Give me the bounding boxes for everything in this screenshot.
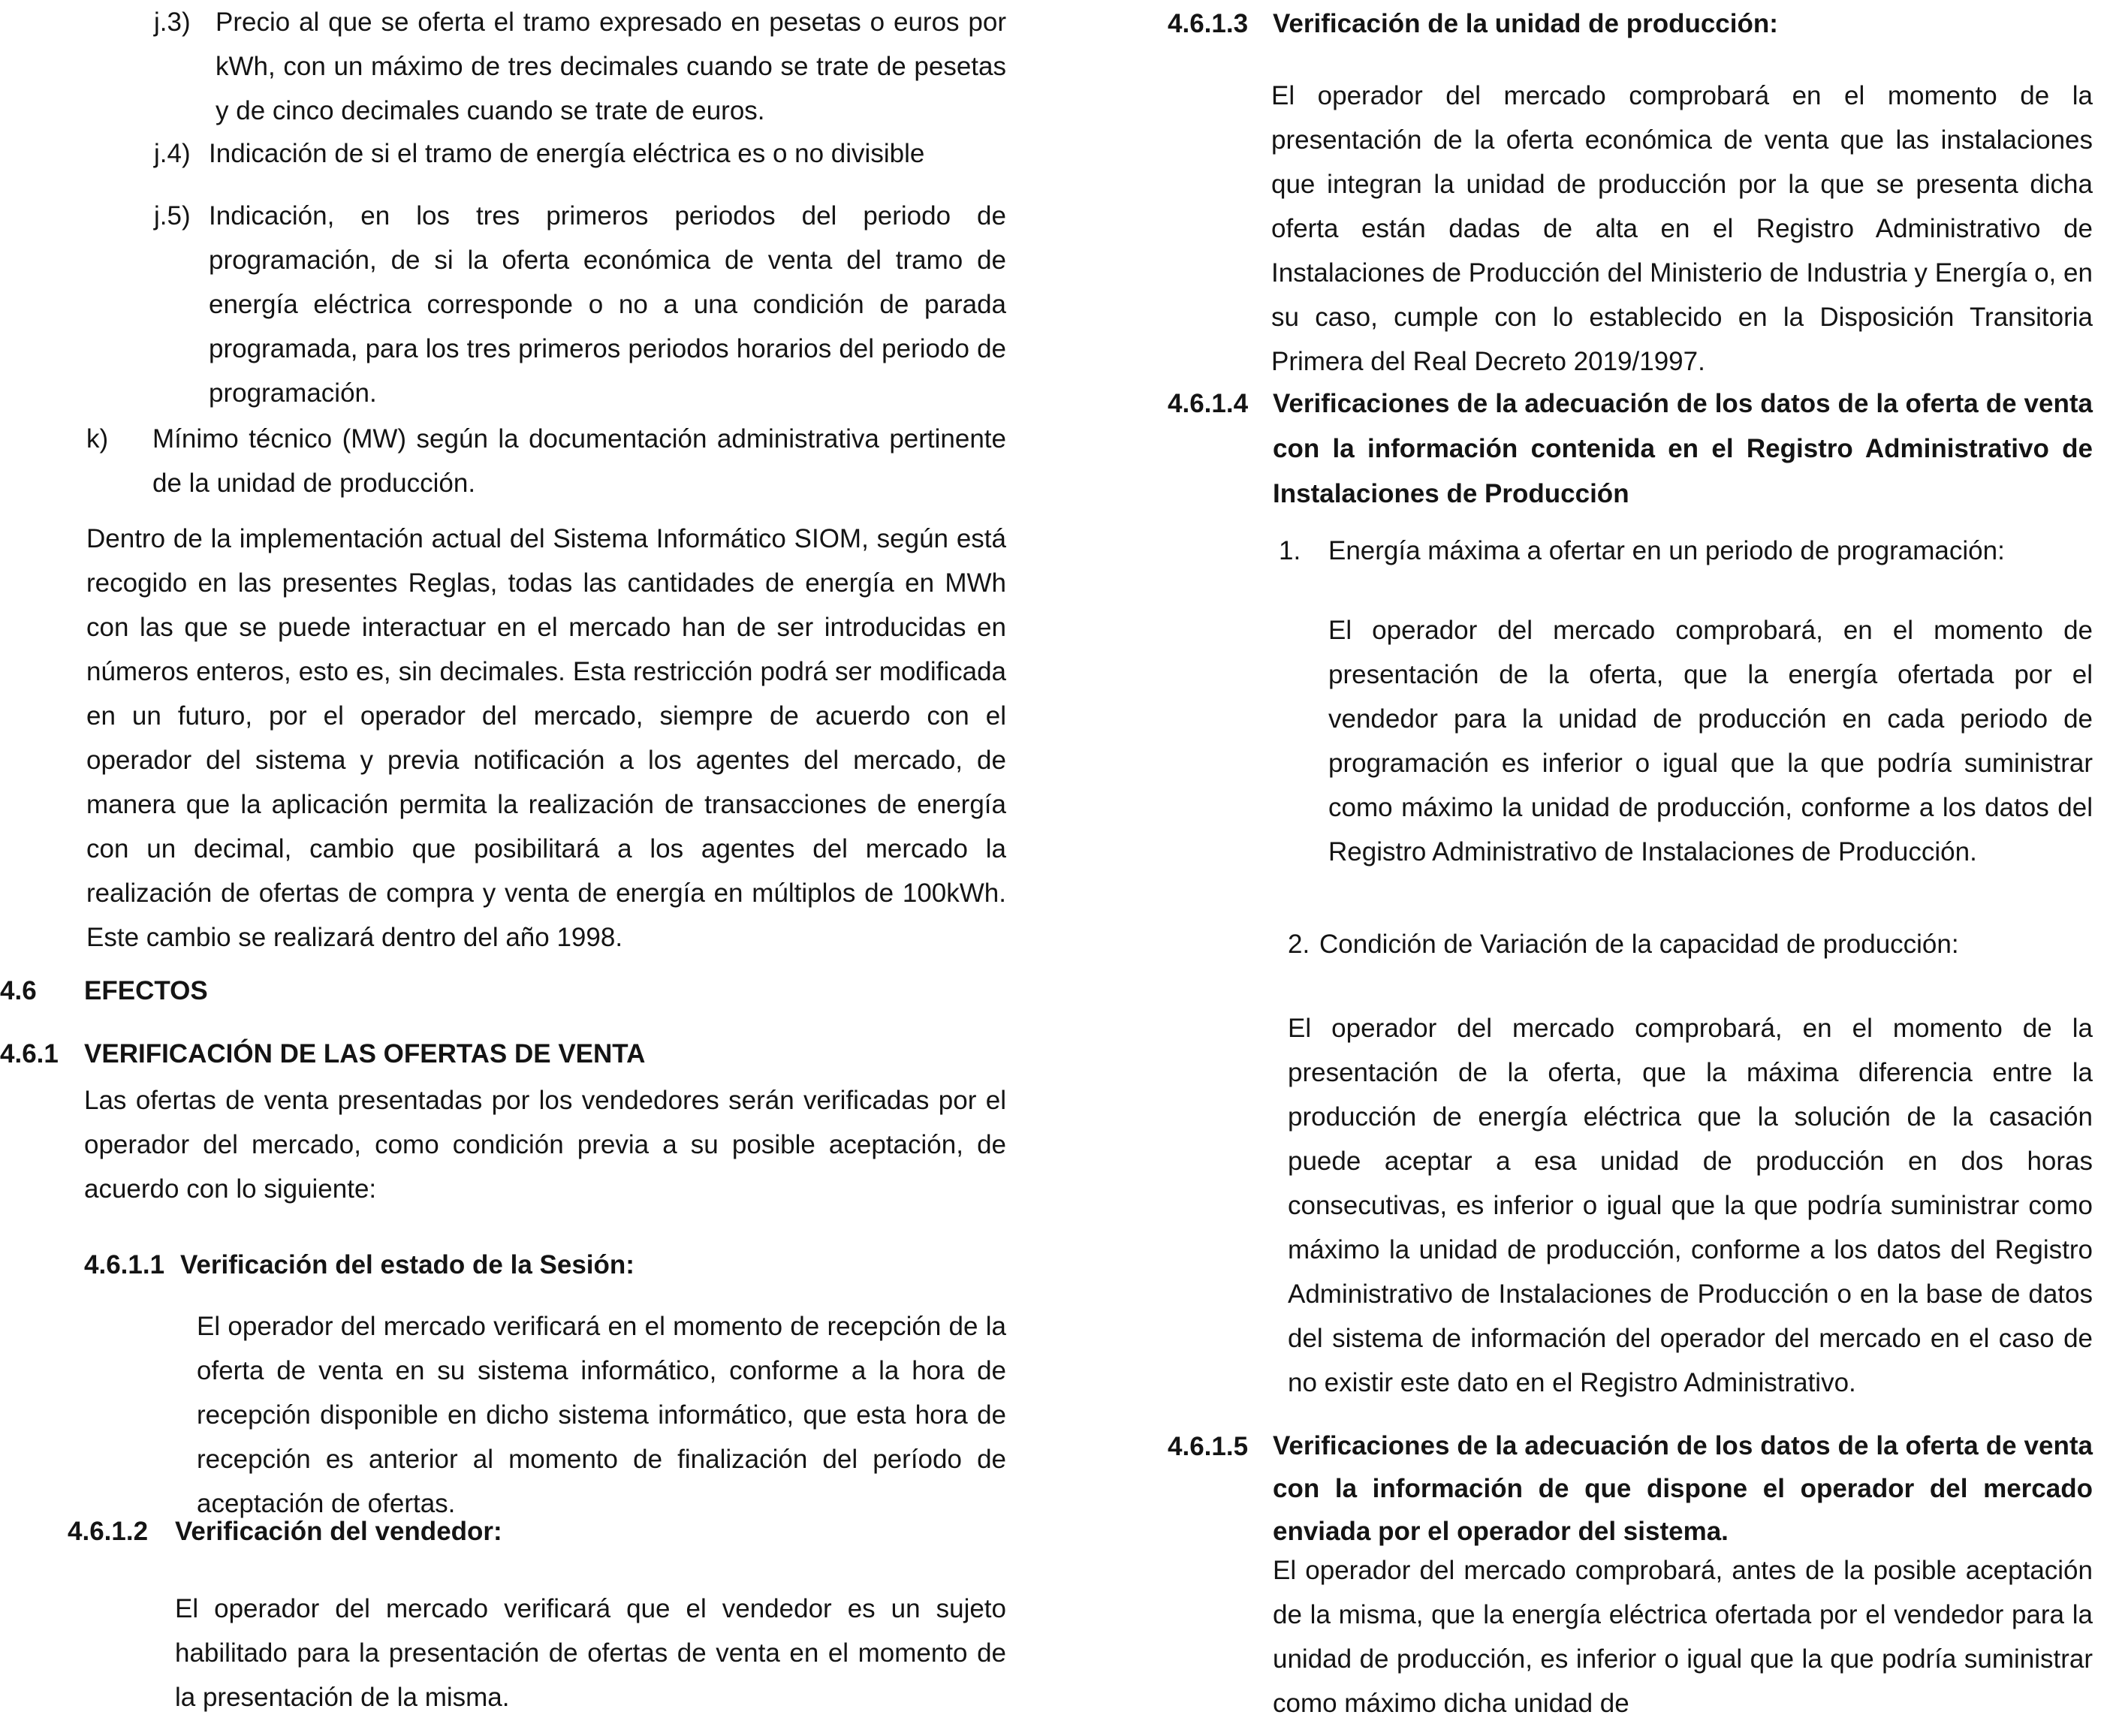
item-j3-text: Precio al que se oferta el tramo expresado en pesetas o euros por kWh, con un máximo de tres decimales cuando se trate de pesetas y de cinco decimales cuando se trate de euros. bbox=[216, 8, 1006, 125]
item-j5-label: j.5) bbox=[154, 201, 191, 231]
heading-4-6-1-5-number: 4.6.1.5 bbox=[1168, 1432, 1249, 1461]
heading-4-6-1-2-number: 4.6.1.2 bbox=[68, 1517, 149, 1546]
heading-4-6-1-title: VERIFICACIÓN DE LAS OFERTAS DE VENTA bbox=[84, 1039, 646, 1068]
siom-paragraph: Dentro de la implementación actual del Sistema Informático SIOM, según está recogido en las presentes Reglas, todas las cantidades de energía en MWh con las que se puede interactuar en el mercado han de ser introducidas en números enteros, esto es, sin decimales. Esta restricción podrá ser modificada en un futuro, por el operador del mercado, siempre de acuerdo con el operador del sistema y previa notificación a los agentes del mercado, de manera que la aplicación permita la realización de transacciones de energía con un decimal, cambio que posibilitará a los agentes del mercado la realización de ofertas de compra y venta de energía en múltiplos de 100kWh. Este cambio se realizará dentro del año 1998. bbox=[86, 524, 1006, 952]
paragraph-4-6-1-3: El operador del mercado comprobará en el momento de la presentación de la oferta económica de venta que las instalaciones que integran la unidad de producción por la que se presenta dicha oferta están dadas de alta en el Registro Administrativo de Instalaciones de Producción del Ministerio de Industria y Energía o, en su caso, cumple con lo establecido en la Disposición Transitoria Primera del Real Decreto 2019/1997. bbox=[1271, 81, 2093, 376]
paragraph-item-2: El operador del mercado comprobará, en el momento de la presentación de la oferta, que la máxima diferencia entre la producción de energía eléctrica que la solución de la casación puede aceptar a esa unidad de producción en dos horas consecutivas, es inferior o igual que la que podría suministrar como máximo la unidad de producción, conforme a los datos del Registro Administrativo de Instalaciones de Producción o en la base de datos del sistema de información del operador del mercado en el caso de no existir este dato en el Registro Administrativo. bbox=[1288, 1014, 2093, 1397]
paragraph-4-6-1-5: El operador del mercado comprobará, antes de la posible aceptación de la misma, que la energía eléctrica ofertada por el vendedor para la unidad de producción, es inferior o igual que la que podría suministrar como máximo dicha unidad de bbox=[1273, 1556, 2093, 1718]
heading-4-6-title: EFECTOS bbox=[84, 976, 208, 1005]
item-k-text: Mínimo técnico (MW) según la documentación administrativa pertinente de la unidad de producción. bbox=[152, 424, 1006, 498]
item-j4-text: Indicación de si el tramo de energía eléctrica es o no divisible bbox=[209, 139, 925, 168]
heading-4-6-1-3-title: Verificación de la unidad de producción: bbox=[1273, 9, 1778, 38]
paragraph-item-1: El operador del mercado comprobará, en el momento de presentación de la oferta, que la energía ofertada por el vendedor para la unidad de producción en cada periodo de programación es inferior o igual que la que podría suministrar como máximo la unidad de producción, conforme a los datos del Registro Administrativo de Instalaciones de Producción. bbox=[1328, 616, 2093, 866]
list-item-1-label: 1. bbox=[1279, 536, 1301, 565]
heading-4-6-1-4-title: Verificaciones de la adecuación de los datos de la oferta de venta con la información contenida en el Registro Administrativo de Instalaciones de Producción bbox=[1273, 389, 2093, 508]
heading-4-6-1-4-number: 4.6.1.4 bbox=[1168, 389, 1249, 418]
list-item-1-title: Energía máxima a ofertar en un periodo de programación: bbox=[1328, 536, 2005, 565]
heading-4-6-1-5-title: Verificaciones de la adecuación de los datos de la oferta de venta con la información de que dispone el operador del mercado enviada por el operador del sistema. bbox=[1273, 1431, 2093, 1546]
heading-4-6-1-1-title: Verificación del estado de la Sesión: bbox=[180, 1250, 635, 1279]
list-item-2-title: Condición de Variación de la capacidad de producción: bbox=[1319, 930, 1959, 959]
heading-4-6-1-1-number: 4.6.1.1 bbox=[84, 1250, 165, 1279]
item-k-label: k) bbox=[86, 424, 109, 454]
heading-4-6-1-3-number: 4.6.1.3 bbox=[1168, 9, 1249, 38]
paragraph-4-6-1: Las ofertas de venta presentadas por los vendedores serán verificadas por el operador del mercado, como condición previa a su posible aceptación, de acuerdo con lo siguiente: bbox=[84, 1086, 1006, 1204]
item-j5-text: Indicación, en los tres primeros periodos del periodo de programación, de si la oferta económica de venta del tramo de energía eléctrica corresponde o no a una condición de parada programada, para los tres primeros periodos horarios del periodo de programación. bbox=[209, 201, 1006, 408]
item-j4-label: j.4) bbox=[154, 139, 191, 168]
heading-4-6-1-2-title: Verificación del vendedor: bbox=[175, 1517, 502, 1546]
paragraph-4-6-1-2: El operador del mercado verificará que el vendedor es un sujeto habilitado para la presentación de ofertas de venta en el momento de la presentación de la misma. bbox=[175, 1594, 1006, 1712]
paragraph-4-6-1-1: El operador del mercado verificará en el momento de recepción de la oferta de venta en su sistema informático, conforme a la hora de recepción disponible en dicho sistema informático, que esta hora de recepción es anterior al momento de finalización del período de aceptación de ofertas. bbox=[197, 1312, 1006, 1518]
item-j3-label: j.3) bbox=[154, 8, 191, 37]
heading-4-6-number: 4.6 bbox=[0, 976, 37, 1005]
heading-4-6-1-number: 4.6.1 bbox=[0, 1039, 59, 1068]
list-item-2-label: 2. bbox=[1288, 930, 1310, 959]
